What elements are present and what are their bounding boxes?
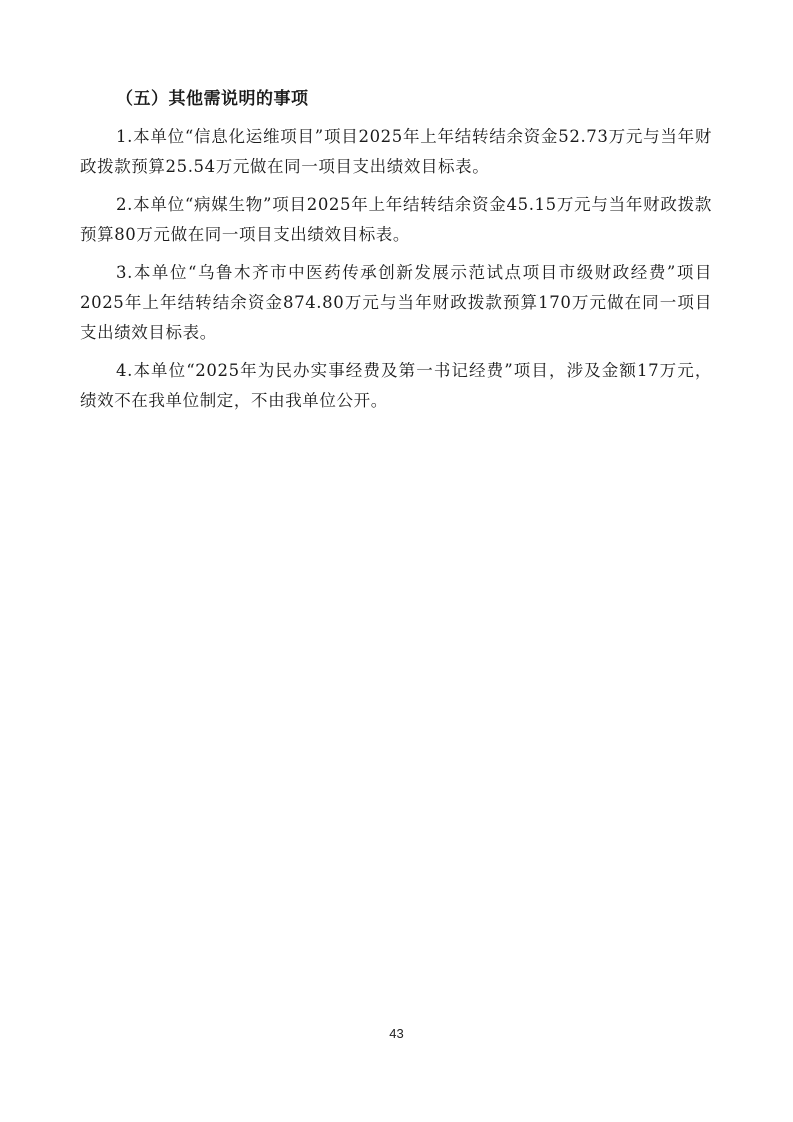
paragraph-item-3: 3.本单位“乌鲁木齐市中医药传承创新发展示范试点项目市级财政经费”项目2025年上年结转结余资金874.80万元与当年财政拨款预算170万元做在同一项目支出绩效目标表。 <box>80 263 712 342</box>
page-number: 43 <box>389 1026 404 1041</box>
paragraph-item-2: 2.本单位“病媒生物”项目2025年上年结转结余资金45.15万元与当年财政拨款预算80万元做在同一项目支出绩效目标表。 <box>80 195 712 244</box>
paragraph-item-1: 1.本单位“信息化运维项目”项目2025年上年结转结余资金52.73万元与当年财政拨款预算25.54万元做在同一项目支出绩效目标表。 <box>80 127 712 176</box>
paragraph-item-4: 4.本单位“2025年为民办实事经费及第一书记经费”项目，涉及金额17万元，绩效不在我单位制定，不由我单位公开。 <box>80 361 712 410</box>
section-heading: （五）其他需说明的事项 <box>116 89 309 109</box>
page-content <box>80 84 712 424</box>
